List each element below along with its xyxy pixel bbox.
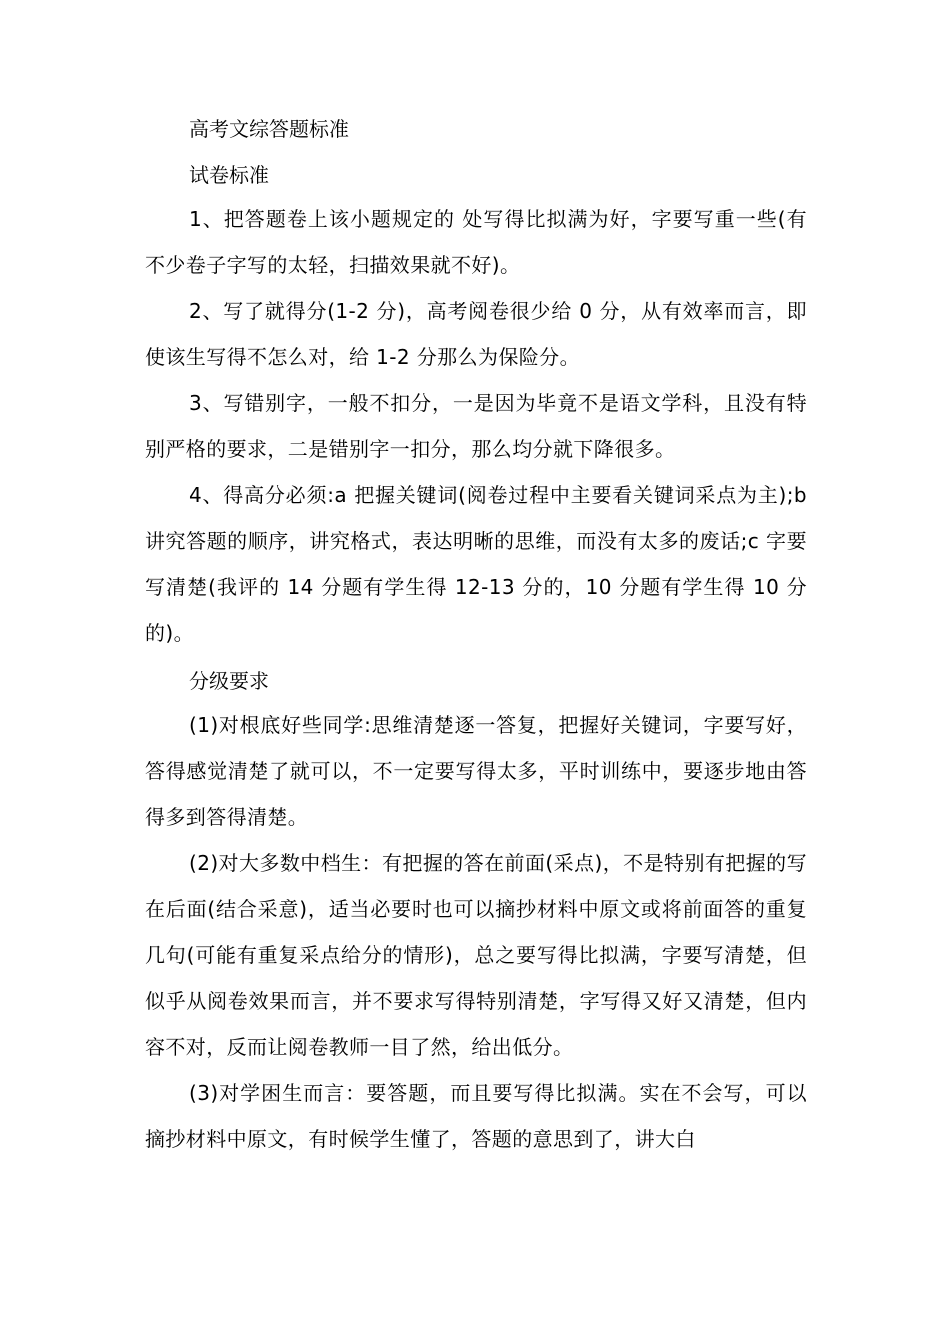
paragraph-level-2: (2)对大多数中档生：有把握的答在前面(采点)，不是特别有把握的写在后面(结合采意)，适当必要时也可以摘抄材料中原文或将前面答的重复几句(可能有重复采点给分的情形)，总之要写得比拟满，字要写清楚，但似乎从阅卷效果而言，并不要求写得特别清楚，字写得又好又清楚，但内容不对，反而让阅卷教师一目了然，给出低分。 (145, 851, 807, 1059)
section-heading-levels: 分级要求 (189, 669, 269, 693)
paragraph-item-1: 1、把答题卷上该小题规定的 处写得比拟满为好，字要写重一些(有不少卷子字写的太轻，扫描效果就不好)。 (145, 207, 807, 277)
paragraph-item-2: 2、写了就得分(1-2 分)，高考阅卷很少给 0 分，从有效率而言，即使该生写得不怎么对，给 1-2 分那么为保险分。 (145, 299, 807, 369)
document-body (145, 116, 807, 1162)
document-title: 高考文综答题标准 (189, 117, 349, 141)
paragraph-item-4: 4、得高分必须:a 把握关键词(阅卷过程中主要看关键词采点为主);b 讲究答题的顺序，讲究格式，表达明晰的思维，而没有太多的废话;c 字要写清楚(我评的 14 分题有学生得 12-13 分的，10 分题有学生得 10 分的)。 (145, 483, 807, 645)
paragraph-level-3: (3)对学困生而言：要答题，而且要写得比拟满。实在不会写，可以摘抄材料中原文，有时候学生懂了，答题的意思到了，讲大白 (145, 1081, 807, 1151)
paragraph-level-1: (1)对根底好些同学:思维清楚逐一答复，把握好关键词，字要写好，答得感觉清楚了就可以，不一定要写得太多，平时训练中，要逐步地由答得多到答得清楚。 (145, 713, 807, 829)
section-heading-standards: 试卷标准 (189, 163, 269, 187)
paragraph-item-3: 3、写错别字，一般不扣分，一是因为毕竟不是语文学科，且没有特别严格的要求，二是错别字一扣分，那么均分就下降很多。 (145, 391, 807, 461)
